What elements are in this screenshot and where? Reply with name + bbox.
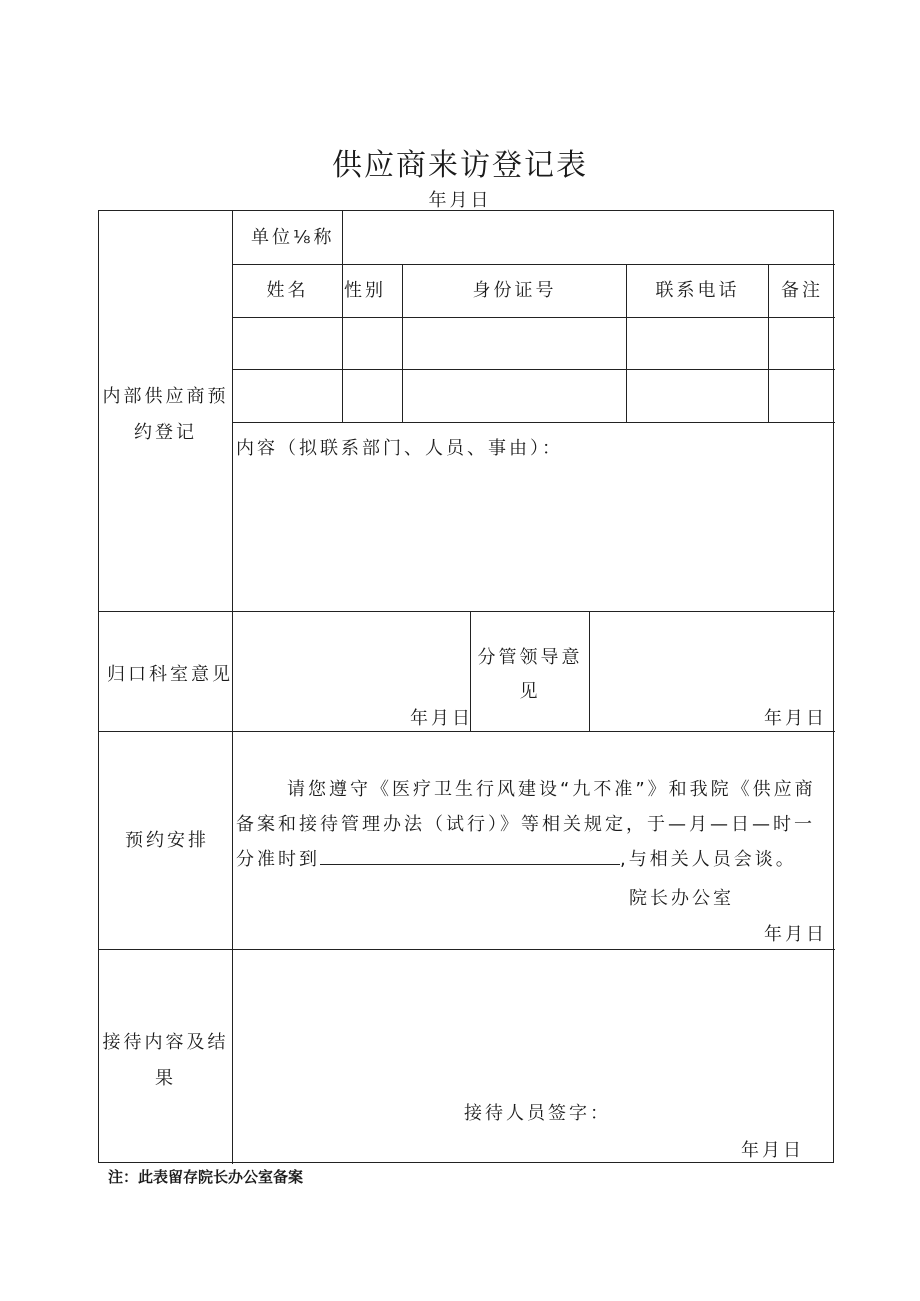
dept-opinion-date: 年月日 bbox=[410, 708, 473, 729]
unit-name-label: 单位⅛称 bbox=[251, 227, 335, 248]
col-divider bbox=[589, 611, 590, 731]
col-header-gender: 性别 bbox=[344, 280, 386, 301]
row-divider bbox=[233, 422, 835, 423]
row-divider bbox=[233, 369, 835, 370]
location-blank-line bbox=[320, 842, 620, 865]
reception-signature-label: 接待人员签字： bbox=[464, 1103, 611, 1124]
section-divider bbox=[99, 611, 835, 612]
row-divider bbox=[233, 317, 835, 318]
registration-form bbox=[98, 210, 834, 1163]
form-title: 供应商来访登记表 bbox=[332, 148, 588, 183]
appointment-section-label: 内部供应商预约登记 bbox=[102, 386, 229, 443]
col-divider bbox=[342, 211, 343, 422]
reception-date: 年月日 bbox=[741, 1140, 804, 1161]
section-divider bbox=[99, 949, 835, 950]
col-header-phone: 联系电话 bbox=[655, 280, 740, 301]
col-header-id-number: 身份证号 bbox=[472, 280, 557, 301]
dept-opinion-label: 归口科室意见 bbox=[107, 664, 233, 685]
col-header-name: 姓名 bbox=[266, 280, 309, 301]
row-divider bbox=[233, 264, 835, 265]
arrangement-text: 请您遵守《医疗卫生行风建设“九不准”》和我院《供应商备案和接待管理办法（试行）》等相关规定，于—月—日—时一分准时到 ,与相关人员会谈。 bbox=[236, 779, 816, 870]
content-label: 内容（拟联系部门、人员、事由）： bbox=[236, 438, 563, 459]
col-header-remarks: 备注 bbox=[781, 280, 823, 301]
form-date: 年月日 bbox=[428, 190, 492, 211]
leader-opinion-label: 分管领导意见 bbox=[477, 647, 583, 702]
arrangement-label: 预约安排 bbox=[125, 830, 209, 851]
arrangement-office: 院长办公室 bbox=[629, 888, 734, 909]
reception-label: 接待内容及结果 bbox=[102, 1032, 229, 1089]
footnote: 注：此表留存院长办公室备案 bbox=[108, 1168, 304, 1186]
arrangement-date: 年月日 bbox=[764, 924, 827, 945]
leader-opinion-date: 年月日 bbox=[764, 708, 827, 729]
